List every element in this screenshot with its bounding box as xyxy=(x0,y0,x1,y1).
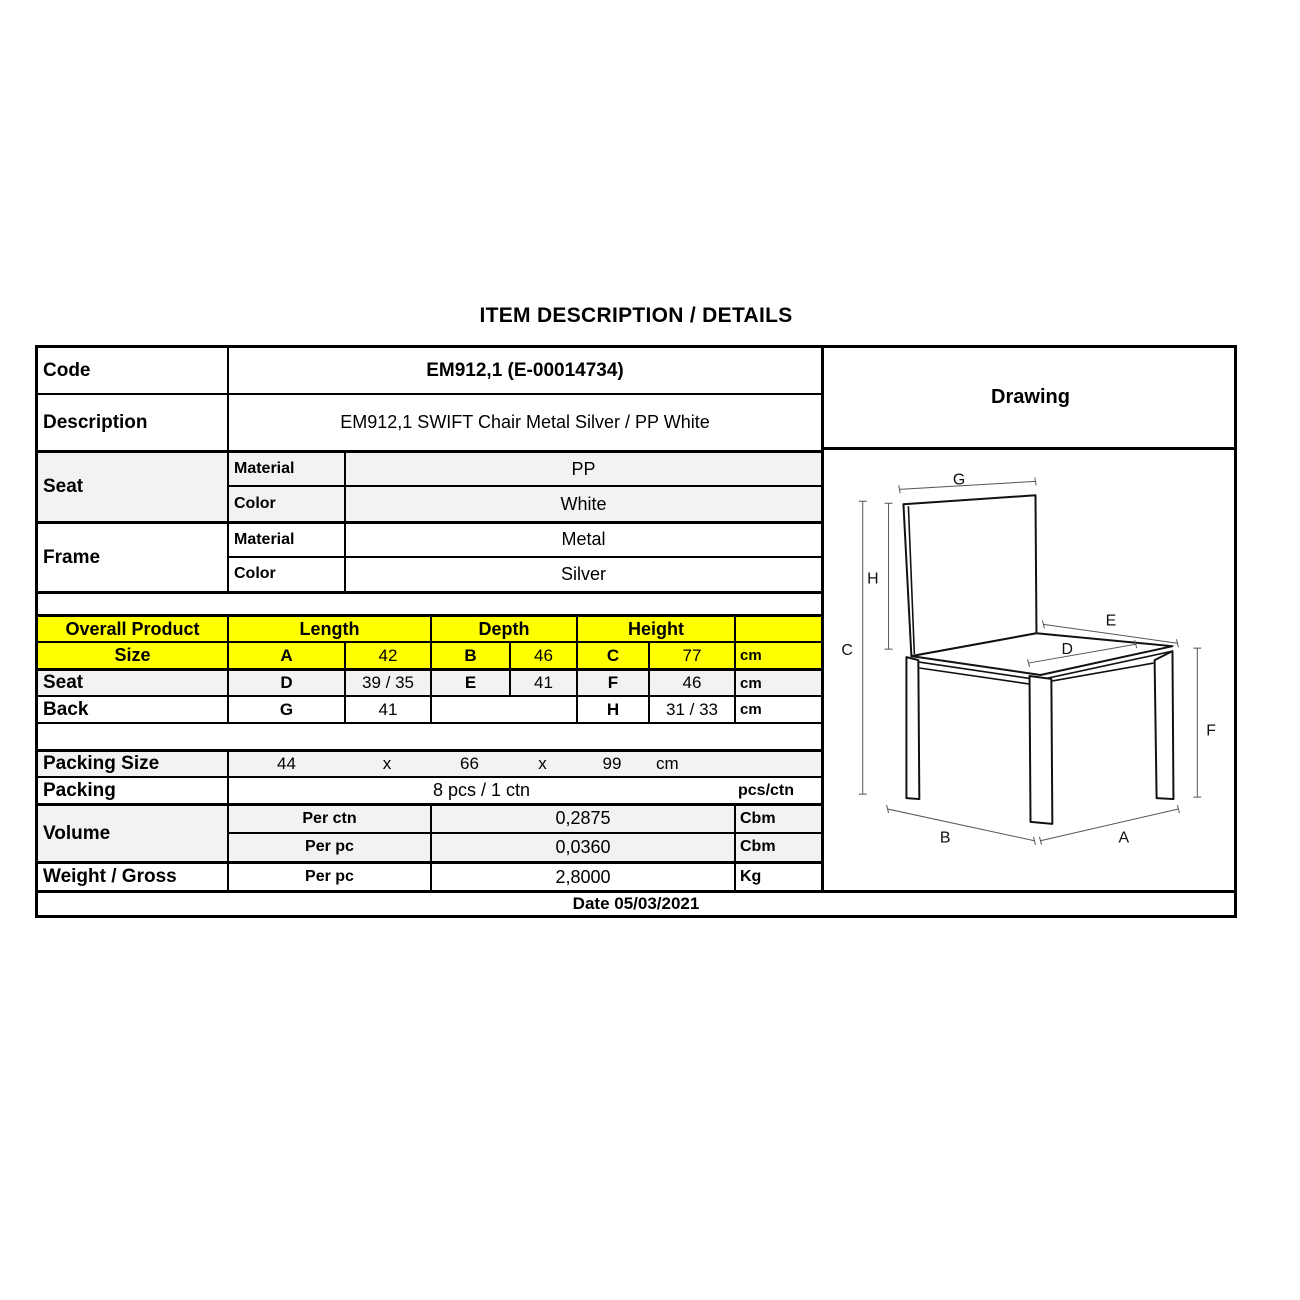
height-header: Height xyxy=(576,617,734,641)
spacer-row xyxy=(38,591,821,614)
packing-row xyxy=(38,776,821,803)
weight-value: 2,8000 xyxy=(430,864,734,890)
dim-e-letter: E xyxy=(430,671,509,695)
dim-h-value: 31 / 33 xyxy=(648,697,734,722)
dim-f-value: 46 xyxy=(648,671,734,695)
weight-label: Weight / Gross xyxy=(43,866,177,887)
volume-per-pc-label: Per pc xyxy=(227,834,430,862)
date-row xyxy=(38,890,1234,915)
packing-size-unit: cm xyxy=(656,754,679,773)
description-label: Description xyxy=(43,411,148,433)
drawing-header: Drawing xyxy=(824,348,1237,450)
seat-section-label: Seat xyxy=(43,476,84,497)
volume-label: Volume xyxy=(43,822,111,844)
seat-unit: cm xyxy=(734,671,821,695)
dim-h-letter: H xyxy=(576,697,648,722)
packing-size-row xyxy=(38,749,821,776)
seat-size-label: Seat xyxy=(43,672,84,693)
overall-unit: cm xyxy=(734,643,821,668)
seat-color-value: White xyxy=(344,487,821,521)
dim-g-value: 41 xyxy=(344,697,430,722)
drawing-column xyxy=(821,348,1237,890)
volume-per-ctn-unit: Cbm xyxy=(734,806,821,834)
dim-c-letter: C xyxy=(576,643,648,668)
weight-unit: Kg xyxy=(734,864,821,890)
frame-color-value: Silver xyxy=(344,558,821,592)
packing-label: Packing xyxy=(43,779,116,801)
drawing-label-c: C xyxy=(841,642,853,660)
weight-per-pc-label: Per pc xyxy=(227,864,430,890)
drawing-label-d: D xyxy=(1061,641,1073,659)
dim-b-value: 46 xyxy=(509,643,576,668)
frame-section-label: Frame xyxy=(43,546,101,568)
drawing-label-a: A xyxy=(1118,829,1130,847)
weight-row xyxy=(38,861,821,890)
drawing-label-e: E xyxy=(1105,612,1117,630)
chair-drawing-svg xyxy=(827,453,1237,890)
frame-material-label: Material xyxy=(227,524,344,558)
dim-d-letter: D xyxy=(227,671,344,695)
seat-size-row xyxy=(38,668,821,695)
dim-a-letter: A xyxy=(227,643,344,668)
depth-header: Depth xyxy=(430,617,576,641)
volume-section xyxy=(38,803,821,861)
overall-product-label: Overall Product xyxy=(65,618,200,639)
dim-g-letter: G xyxy=(227,697,344,722)
drawing-label-g: G xyxy=(952,471,966,489)
packing-size-label: Packing Size xyxy=(43,753,160,774)
back-empty-cell xyxy=(430,697,576,722)
description-value: EM912,1 SWIFT Chair Metal Silver / PP White xyxy=(227,395,821,450)
chair-drawing xyxy=(827,453,1237,890)
drawing-label-b: B xyxy=(939,829,951,847)
page-title: ITEM DESCRIPTION / DETAILS xyxy=(479,304,793,327)
volume-per-ctn-value: 0,2875 xyxy=(430,806,734,834)
seat-material-value: PP xyxy=(344,453,821,487)
volume-per-ctn-label: Per ctn xyxy=(227,806,430,834)
chair-shape xyxy=(903,495,1173,824)
seat-color-label: Color xyxy=(227,487,344,521)
drawing-label-f: F xyxy=(1206,722,1216,740)
dim-b-letter: B xyxy=(430,643,509,668)
size-header-empty-cell xyxy=(734,617,821,641)
size-label: Size xyxy=(114,645,151,665)
back-size-row xyxy=(38,695,821,722)
frame-color-label: Color xyxy=(227,558,344,592)
packing-size-depth: 66 xyxy=(460,754,479,773)
spec-table xyxy=(35,345,1237,918)
packing-size-x1: x xyxy=(382,754,392,773)
dim-a-value: 42 xyxy=(344,643,430,668)
spec-table-left-section xyxy=(38,348,821,890)
frame-material-value: Metal xyxy=(344,524,821,558)
volume-per-pc-value: 0,0360 xyxy=(430,834,734,862)
packing-size-empty-cell xyxy=(734,752,821,776)
code-value: EM912,1 (E-00014734) xyxy=(227,348,821,393)
dim-c-value: 77 xyxy=(648,643,734,668)
code-label: Code xyxy=(43,359,91,381)
frame-section xyxy=(38,521,821,591)
packing-size-x2: x xyxy=(538,754,547,773)
drawing-label-h: H xyxy=(867,570,879,588)
seat-material-label: Material xyxy=(227,453,344,487)
packing-size-height: 99 xyxy=(602,754,622,773)
spacer-row xyxy=(38,722,821,749)
dim-f-letter: F xyxy=(576,671,648,695)
size-header-row-2 xyxy=(38,641,821,668)
dim-d-value: 39 / 35 xyxy=(344,671,430,695)
description-row xyxy=(38,393,821,450)
packing-size-length: 44 xyxy=(227,752,344,776)
dim-e-value: 41 xyxy=(509,671,576,695)
length-header: Length xyxy=(227,617,430,641)
size-header-row-1 xyxy=(38,614,821,641)
volume-per-pc-unit: Cbm xyxy=(734,834,821,862)
back-unit: cm xyxy=(734,697,821,722)
packing-value: 8 pcs / 1 ctn xyxy=(227,778,734,803)
back-size-label: Back xyxy=(43,698,89,720)
seat-section xyxy=(38,450,821,521)
code-row xyxy=(38,348,821,393)
date-value: Date 05/03/2021 xyxy=(572,894,700,913)
packing-unit: pcs/ctn xyxy=(738,781,795,799)
